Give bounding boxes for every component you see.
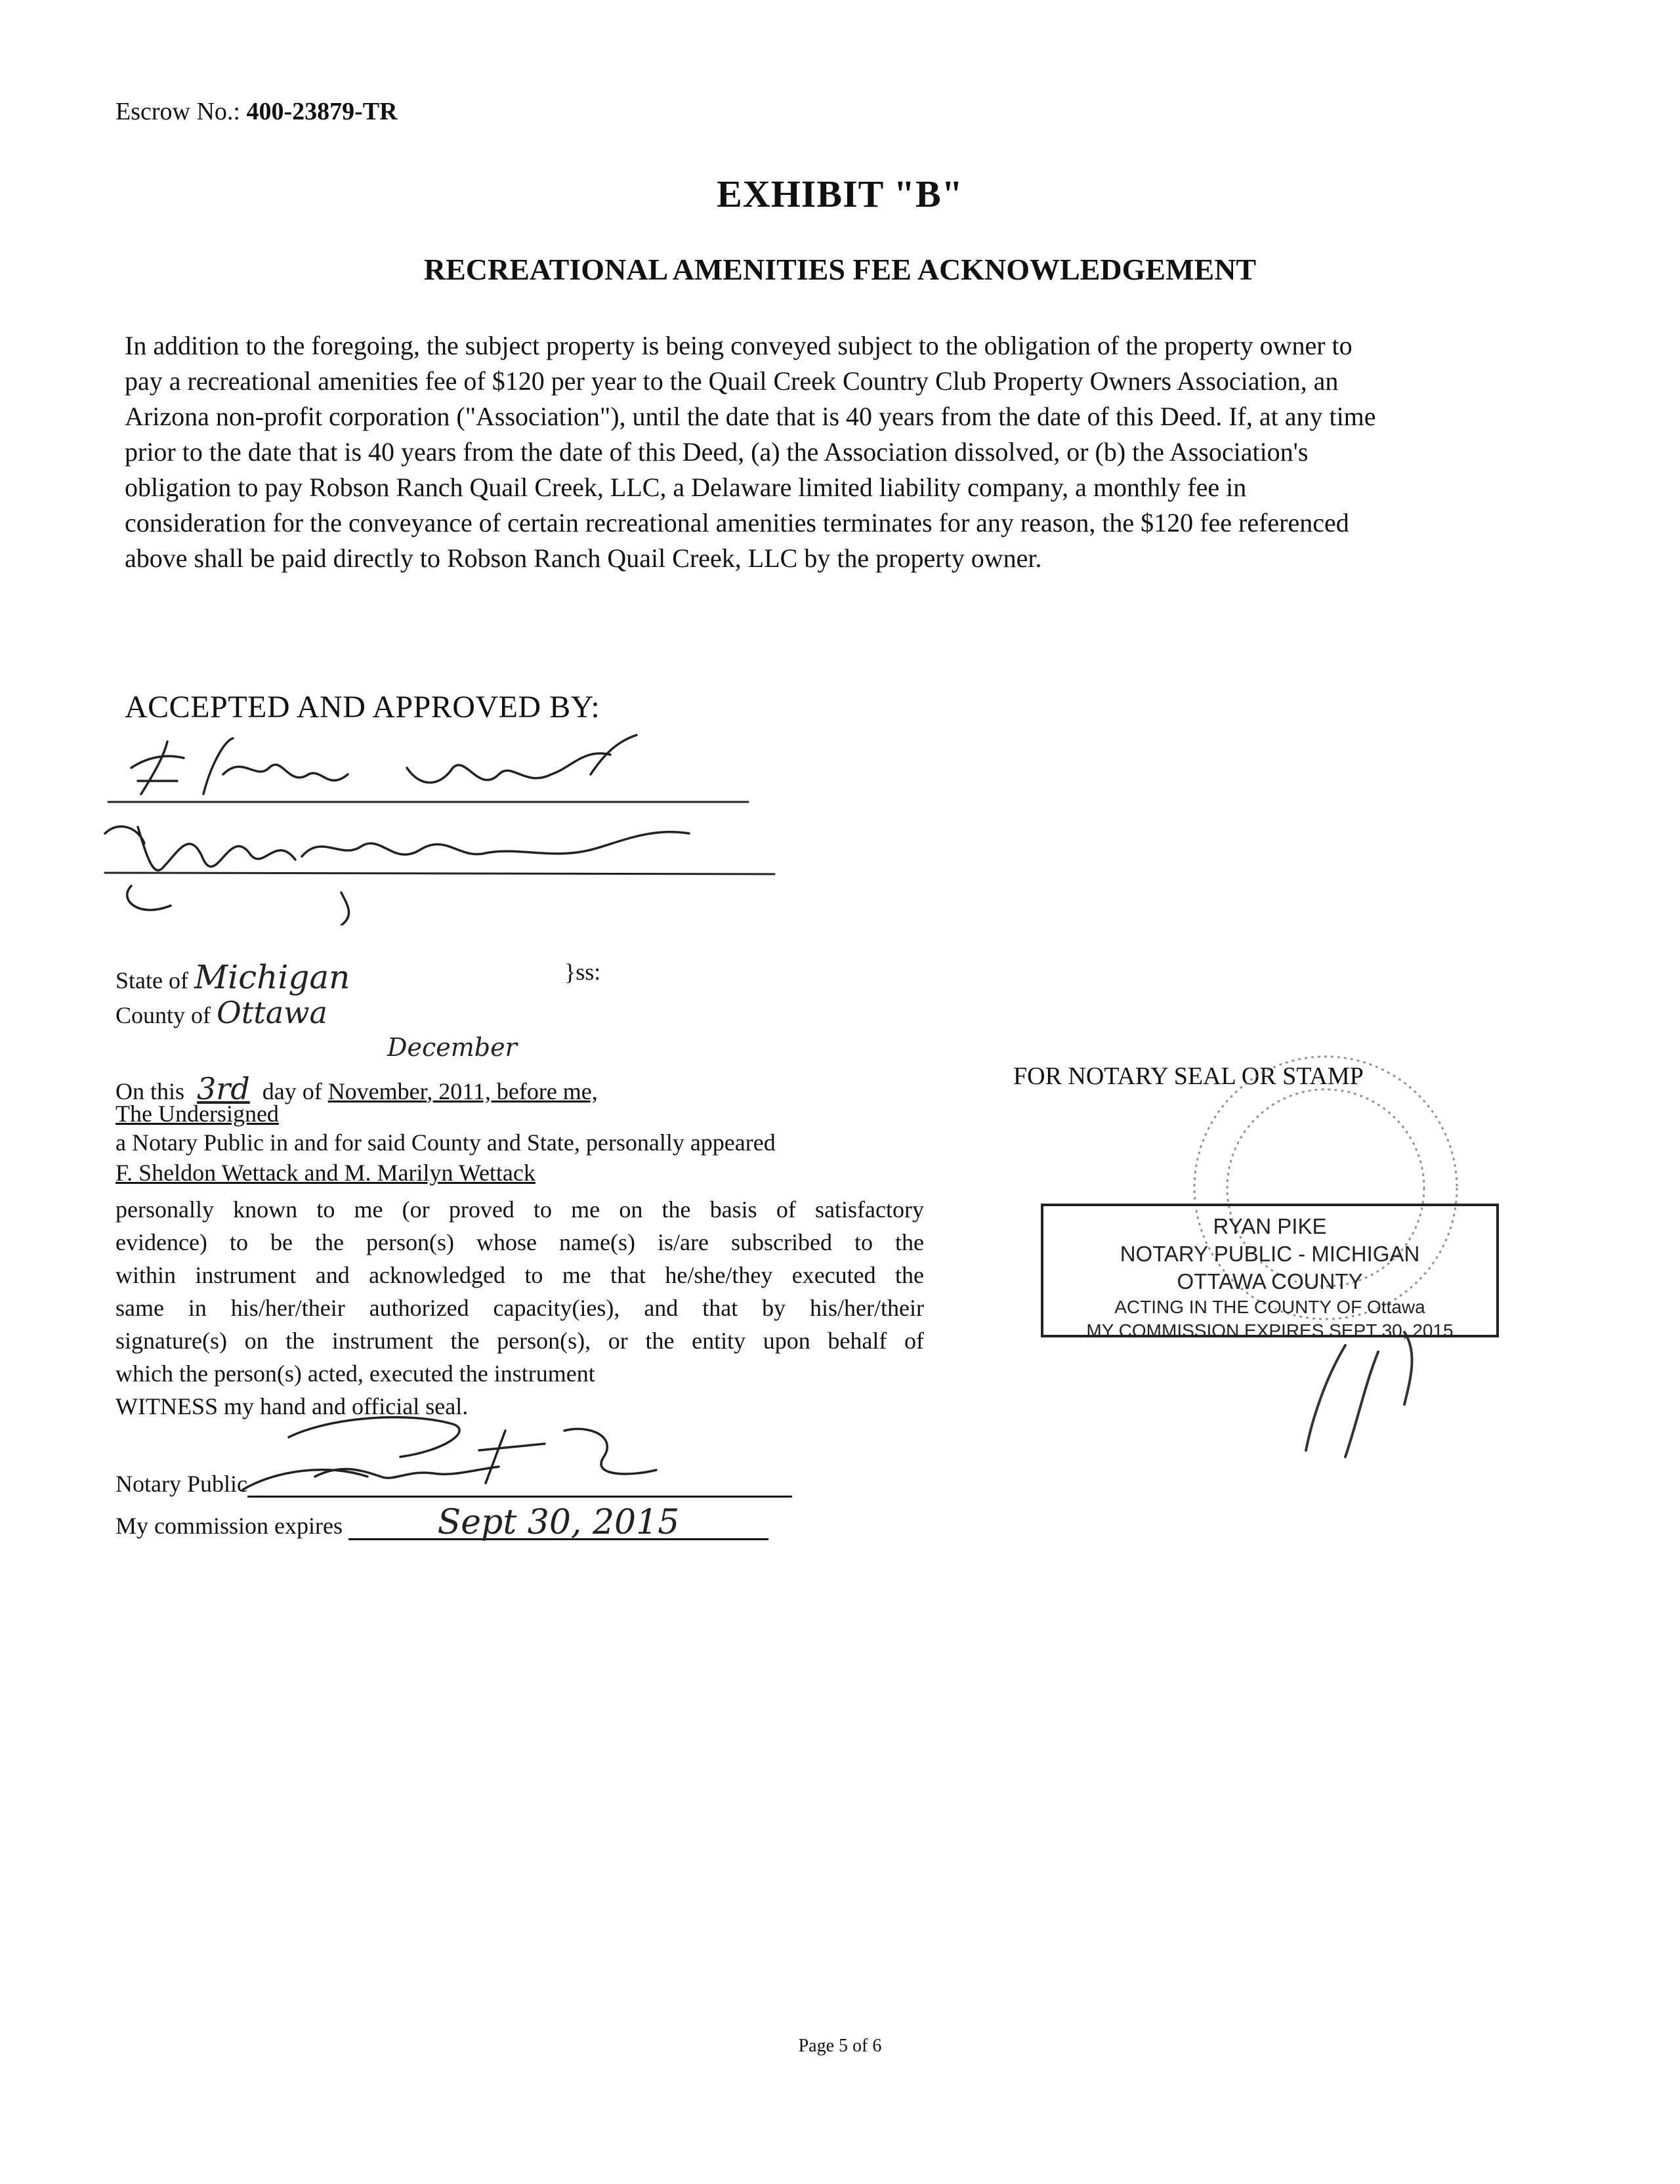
signature-stroke: [203, 738, 348, 794]
year-text: , 2011, before me,: [427, 1078, 598, 1104]
month-handwritten: December: [387, 1033, 517, 1062]
escrow-number: [116, 97, 398, 126]
seal-label: FOR NOTARY SEAL OR STAMP: [1013, 1062, 1364, 1090]
accepted-label: ACCEPTED AND APPROVED BY:: [125, 690, 600, 724]
notary-statement: a Notary Public in and for said County and State, personally appeared: [116, 1129, 776, 1156]
state-handwritten: Michigan: [194, 958, 350, 996]
county-handwritten: Ottawa: [217, 995, 327, 1030]
paragraph-line: pay a recreational amenities fee of $120 per year to the Quail Creek Country Club Property Owners Association, an: [125, 366, 1339, 396]
undersigned-text: The Undersigned: [116, 1101, 279, 1127]
ack-line: signature(s) on the instrument the person(s), or the entity upon behalf of: [116, 1328, 924, 1354]
state-line: [116, 958, 350, 996]
notary-signature: [236, 1404, 682, 1496]
ack-line: WITNESS my hand and official seal.: [116, 1393, 469, 1419]
page-number: Page 5 of 6: [798, 2036, 882, 2056]
escrow-label: Escrow No.:: [116, 98, 240, 125]
stamp-expires: MY COMMISSION EXPIRES SEPT 30, 2015: [1086, 1320, 1454, 1341]
ack-line: personally known to me (or proved to me on the basis of satisfactory: [116, 1196, 924, 1223]
signature-stroke: [127, 886, 349, 925]
seal-stroke: [1306, 1332, 1412, 1457]
paragraph-line: Arizona non-profit corporation ("Association"), until the date that is 40 years from the date of this Deed. If, at any time: [125, 402, 1376, 431]
signature-stroke: [315, 1431, 545, 1483]
commission-line: [116, 1503, 768, 1542]
signature-stroke: [407, 735, 637, 783]
fee-paragraph: [125, 328, 1522, 576]
commission-label: My commission expires: [116, 1513, 343, 1539]
signature-stroke: [302, 832, 689, 856]
persons-text: F. Sheldon Wettack and M. Marilyn Wettack: [116, 1160, 536, 1186]
paragraph-line: obligation to pay Robson Ranch Quail Creek, LLC, a Delaware limited liability company, a monthly fee in: [125, 472, 1247, 502]
struck-month: November: [327, 1078, 427, 1104]
signature-stroke: [131, 742, 184, 794]
state-label: State of: [116, 967, 188, 994]
persons-line: [116, 1159, 923, 1186]
paragraph-line: above shall be paid directly to Robson Ranch Quail Creek, LLC by the property owner.: [125, 543, 1042, 573]
stamp-name: RYAN PIKE: [1213, 1214, 1327, 1238]
signature-stroke: [564, 1429, 656, 1474]
paragraph-line: prior to the date that is 40 years from the date of this Deed, (a) the Association dissolved, or (b) the Association's: [125, 437, 1309, 467]
ack-line: evidence) to be the person(s) whose name(s) is/are subscribed to the: [116, 1229, 924, 1255]
day-of-label: day of: [262, 1078, 322, 1104]
ss-mark: }ss:: [564, 959, 601, 985]
county-label: County of: [116, 1002, 211, 1028]
day-handwritten: 3rd: [197, 1071, 250, 1106]
acknowledgement-text: [116, 1193, 924, 1423]
ack-line: which the person(s) acted, executed the instrument: [116, 1360, 595, 1387]
stamp-acting: ACTING IN THE COUNTY OF Ottawa: [1114, 1297, 1425, 1317]
signature-stroke: [105, 826, 295, 870]
county-line: [116, 995, 327, 1030]
paragraph-line: consideration for the conveyance of certain recreational amenities terminates for any reason, the $120 fee referenced: [125, 508, 1349, 537]
escrow-value: 400-23879-TR: [246, 98, 398, 125]
on-this-label: On this: [116, 1078, 185, 1104]
stamp-title: NOTARY PUBLIC - MICHIGAN: [1120, 1242, 1420, 1266]
document-subtitle: RECREATIONAL AMENITIES FEE ACKNOWLEDGEMENT: [423, 253, 1257, 286]
signature-line: [105, 873, 774, 874]
paragraph-line: In addition to the foregoing, the subject property is being conveyed subject to the obligation of the property owner to: [125, 331, 1353, 360]
stamp-county: OTTAWA COUNTY: [1177, 1269, 1363, 1293]
signature-stroke: [243, 1418, 459, 1490]
commission-handwritten: Sept 30, 2015: [348, 1507, 768, 1540]
notary-public-label: Notary Public: [116, 1471, 247, 1497]
exhibit-title: EXHIBIT "B": [717, 173, 963, 215]
owner-signatures: [92, 728, 788, 925]
undersigned-line: [116, 1100, 667, 1127]
notary-stamp: [1041, 1204, 1499, 1341]
ack-line: within instrument and acknowledged to me that he/she/they executed the: [116, 1262, 924, 1288]
ack-line: same in his/her/their authorized capacity(ies), and that by his/her/their: [116, 1295, 924, 1321]
